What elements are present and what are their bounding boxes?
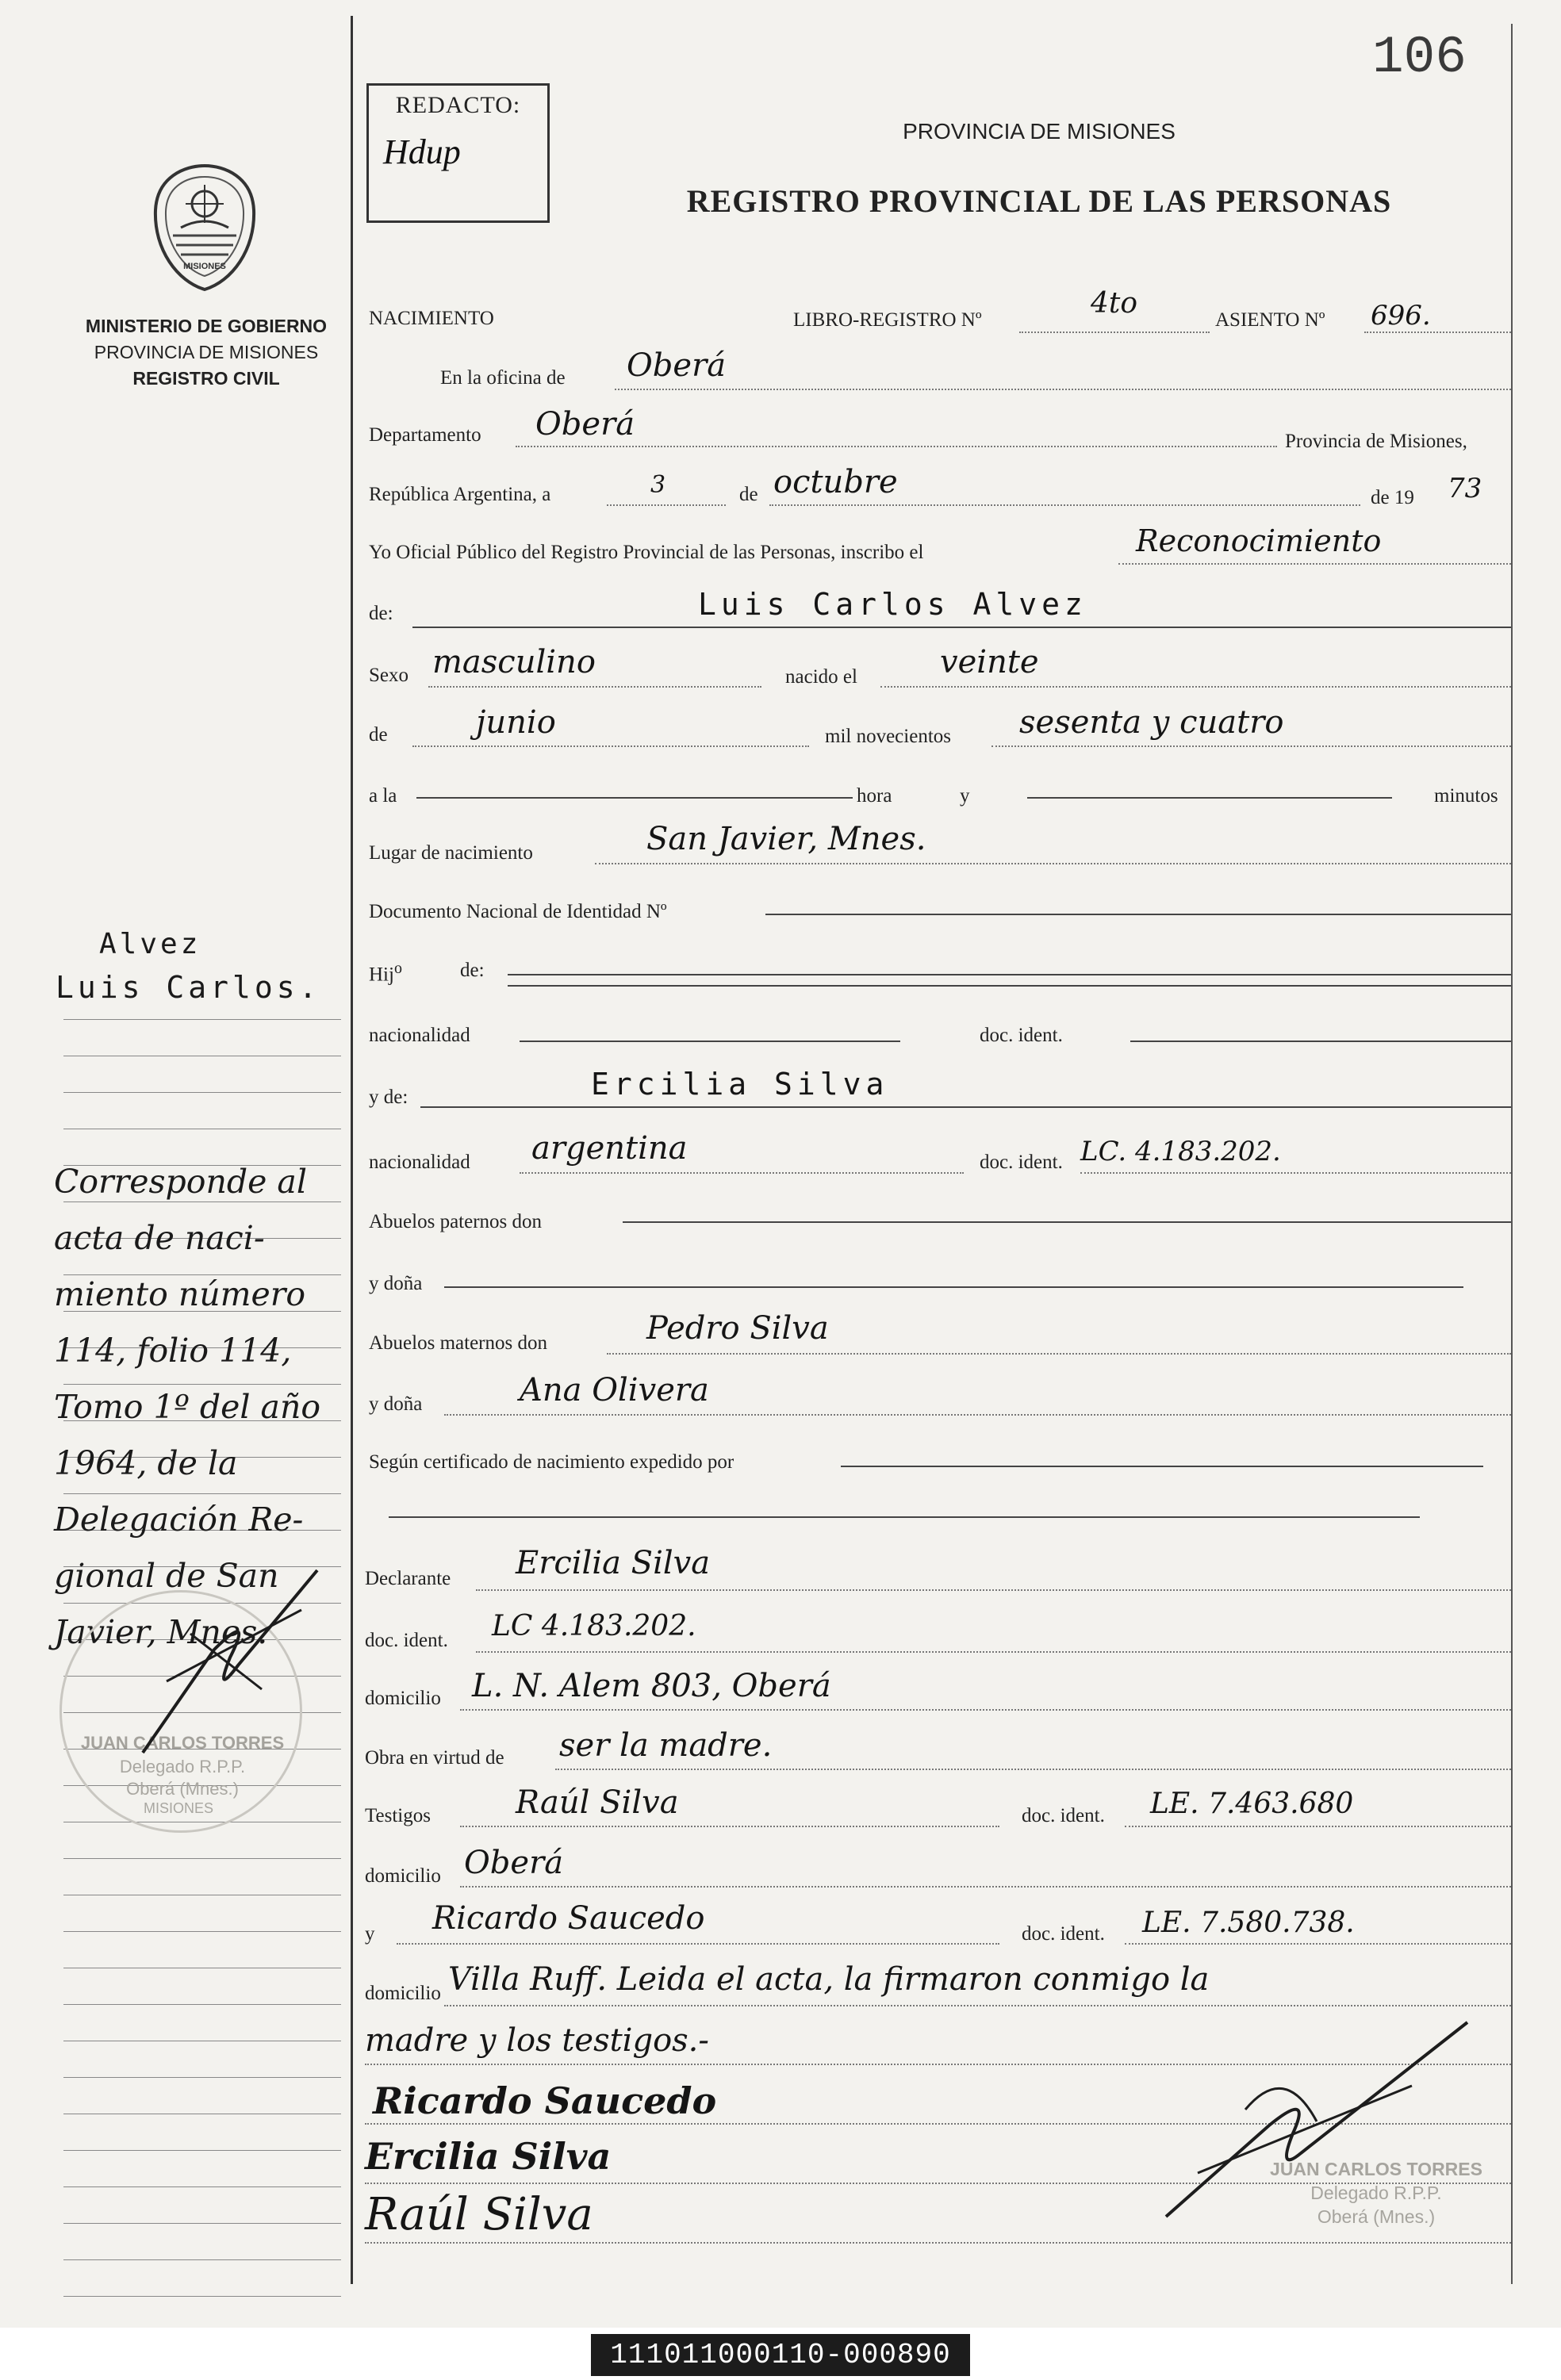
libro-value: 4to xyxy=(1091,287,1138,320)
declarante-doc-value: LC 4.183.202. xyxy=(492,1610,696,1642)
padre-doc-label: doc. ident. xyxy=(980,1025,1063,1046)
oficina-value: Oberá xyxy=(627,347,727,384)
testigo2-value: Ricardo Saucedo xyxy=(432,1900,705,1937)
oficina-label: En la oficina de xyxy=(440,367,566,389)
departamento-value: Oberá xyxy=(535,406,635,443)
nacido-mes-line xyxy=(412,745,809,747)
provincia-label: Provincia de Misiones, xyxy=(1285,431,1467,452)
segun-label: Según certificado de nacimiento expedido por xyxy=(369,1451,734,1473)
abuelo-materno-value: Pedro Silva xyxy=(646,1310,829,1347)
oficina-line xyxy=(615,389,1511,390)
signature-ercilia: Ercilia Silva xyxy=(365,2135,612,2178)
y-de-label: y de: xyxy=(369,1087,408,1108)
declarante-domicilio-line xyxy=(460,1709,1511,1711)
testigo2-domicilio-line xyxy=(444,2005,1511,2006)
stamp-right-name: JUAN CARLOS TORRES xyxy=(1270,2159,1482,2179)
madre-value: Ercilia Silva xyxy=(591,1067,889,1102)
acto-value: Reconocimiento xyxy=(1136,523,1382,558)
anio-value: 73 xyxy=(1448,473,1482,504)
departamento-label: Departamento xyxy=(369,424,481,446)
de-label: de: xyxy=(369,603,393,624)
margin-surname: Alvez xyxy=(99,928,201,960)
sexo-label: Sexo xyxy=(369,665,408,686)
testigo1-doc-value: LE. 7.463.680 xyxy=(1150,1788,1354,1820)
abuela-materna-line xyxy=(444,1414,1511,1416)
testigo1-doc-label: doc. ident. xyxy=(1022,1805,1105,1826)
de-mes-label: de xyxy=(369,724,388,745)
hijo-de-label: de: xyxy=(460,960,485,981)
abuelo-paterno-line xyxy=(623,1221,1511,1223)
mil-label: mil novecientos xyxy=(825,726,951,747)
stamp-right xyxy=(1229,2157,1523,2229)
asiento-label: ASIENTO Nº xyxy=(1215,309,1325,331)
testigo1-domicilio-line xyxy=(460,1886,1511,1888)
declarante-doc-line xyxy=(476,1651,1511,1653)
declarante-value: Ercilia Silva xyxy=(516,1545,711,1581)
declarante-line xyxy=(476,1589,1511,1591)
margin-annotation: Corresponde al acta de naci- miento número 114, folio 114, Tomo 1º del año 1964, de la Delegación Re- gional de San Javier, Mnes. xyxy=(54,1163,321,1651)
nacido-line xyxy=(880,686,1511,688)
padre-doc-line xyxy=(1130,1041,1511,1042)
obra-value: ser la madre. xyxy=(559,1727,773,1764)
closing-text: madre y los testigos.- xyxy=(365,2022,709,2059)
testigo1-domicilio-value: Oberá xyxy=(464,1845,564,1881)
nacido-dia-value: veinte xyxy=(940,644,1039,680)
dia-line xyxy=(607,504,726,506)
madre-doc-value: LC. 4.183.202. xyxy=(1080,1136,1281,1167)
nombre-value: Luis Carlos Alvez xyxy=(698,587,1087,622)
page-number: 106 xyxy=(1372,28,1467,87)
right-rule xyxy=(1511,24,1513,2284)
stamp-left-ring-text: MISIONES xyxy=(143,1800,213,1816)
declarante-label: Declarante xyxy=(365,1568,451,1589)
republica-label: República Argentina, a xyxy=(369,484,551,505)
signature-raul: Raúl Silva xyxy=(365,2189,593,2240)
margin-given-names: Luis Carlos. xyxy=(56,970,321,1005)
lugar-label: Lugar de nacimiento xyxy=(369,842,533,864)
padre-line xyxy=(508,974,1511,975)
mes-line xyxy=(769,504,1360,506)
declarante-doc-label: doc. ident. xyxy=(365,1630,448,1651)
record-type-label: NACIMIENTO xyxy=(369,308,494,329)
acto-line xyxy=(1118,563,1511,565)
signature-ricardo: Ricardo Saucedo xyxy=(373,2079,717,2122)
stamp-right-place: Oberá (Mnes.) xyxy=(1317,2206,1436,2227)
asiento-value: 696. xyxy=(1371,300,1431,332)
dia-value: 3 xyxy=(650,471,666,499)
office-caption xyxy=(63,313,349,392)
registry-office-label: REGISTRO CIVIL xyxy=(132,368,280,389)
margin-rule xyxy=(351,16,353,2284)
anio-label: de 19 xyxy=(1371,487,1414,508)
province-label: PROVINCIA DE MISIONES xyxy=(94,342,319,362)
lugar-value: San Javier, Mnes. xyxy=(646,821,926,857)
mes-value: octubre xyxy=(773,464,898,500)
hora-label: hora xyxy=(857,785,892,807)
madre-line xyxy=(420,1106,1511,1108)
madre-nacionalidad-value: argentina xyxy=(531,1130,688,1167)
testigo2-domicilio-label: domicilio xyxy=(365,1983,441,2004)
minutos-label: minutos xyxy=(1434,785,1498,807)
padre-nacionalidad-line xyxy=(520,1041,900,1042)
abuela-materna-label: y doña xyxy=(369,1393,423,1415)
madre-doc-line xyxy=(1080,1172,1511,1174)
testigos-label: Testigos xyxy=(365,1805,431,1826)
documento-line xyxy=(765,914,1511,915)
mes-prefix-label: de xyxy=(739,484,758,505)
redacto-initials: Hdup xyxy=(383,132,461,171)
testigo2-domicilio-value: Villa Ruff. Leida el acta, la firmaron conmigo la xyxy=(448,1961,1210,1998)
name-line xyxy=(412,627,1511,628)
madre-nacionalidad-label: nacionalidad xyxy=(369,1152,470,1173)
testigo2-prefix-label: y xyxy=(365,1923,375,1945)
libro-label: LIBRO-REGISTRO Nº xyxy=(793,309,982,331)
stamp-left-role: Delegado R.P.P. xyxy=(119,1757,246,1776)
testigo2-line xyxy=(397,1943,999,1945)
testigo1-value: Raúl Silva xyxy=(516,1784,679,1821)
stamp-right-role: Delegado R.P.P. xyxy=(1310,2183,1442,2203)
testigo2-doc-label: doc. ident. xyxy=(1022,1923,1105,1945)
madre-doc-label: doc. ident. xyxy=(980,1152,1063,1173)
footer-code: 111011000110-000890 xyxy=(591,2334,969,2376)
testigo1-doc-line xyxy=(1125,1826,1511,1827)
registry-heading: REGISTRO PROVINCIAL DE LAS PERSONAS xyxy=(686,183,1392,219)
sexo-line xyxy=(428,686,761,688)
madre-nacionalidad-line xyxy=(520,1172,964,1174)
lugar-line xyxy=(595,863,1511,864)
abuela-paterna-label: y doña xyxy=(369,1273,423,1294)
abuela-materna-value: Ana Olivera xyxy=(520,1372,709,1408)
footer-bar xyxy=(0,2328,1561,2380)
declarante-domicilio-value: L. N. Alem 803, Oberá xyxy=(472,1668,831,1704)
nacido-mes-value: junio xyxy=(476,704,556,741)
documento-label: Documento Nacional de Identidad Nº xyxy=(369,901,667,922)
hora-line xyxy=(416,797,853,799)
padre-nacionalidad-label: nacionalidad xyxy=(369,1025,470,1046)
province-heading: PROVINCIA DE MISIONES xyxy=(903,119,1176,144)
provincial-emblem-icon xyxy=(149,163,260,293)
redacto-label: REDACTO: xyxy=(395,92,521,118)
testigo2-doc-value: LE. 7.580.738. xyxy=(1142,1907,1355,1939)
obra-label: Obra en virtud de xyxy=(365,1747,504,1769)
sexo-value: masculino xyxy=(432,644,596,680)
testigo2-doc-line xyxy=(1125,1943,1511,1945)
y-label: y xyxy=(960,785,970,807)
asiento-line xyxy=(1364,332,1511,333)
ministry-label: MINISTERIO DE GOBIERNO xyxy=(85,316,328,336)
nacido-label: nacido el xyxy=(785,666,857,688)
testigo1-line xyxy=(460,1826,999,1827)
abuelos-maternos-label: Abuelos maternos don xyxy=(369,1332,547,1354)
abuelos-paternos-label: Abuelos paternos don xyxy=(369,1211,543,1232)
yo-oficial-label: Yo Oficial Público del Registro Provincial de las Personas, inscribo el xyxy=(369,542,924,563)
redacto-box xyxy=(366,83,550,223)
padre-line-2 xyxy=(508,985,1511,987)
segun-line-2 xyxy=(389,1516,1420,1518)
official-signature-left xyxy=(119,1562,341,1769)
segun-line xyxy=(841,1466,1483,1467)
a-la-label: a la xyxy=(369,785,397,807)
nacido-anio-line xyxy=(991,745,1511,747)
libro-line xyxy=(1019,332,1210,333)
nacido-anio-value: sesenta y cuatro xyxy=(1019,704,1284,741)
abuelo-materno-line xyxy=(607,1353,1511,1355)
emblem-text: MISIONES xyxy=(183,262,226,271)
declarante-domicilio-label: domicilio xyxy=(365,1688,441,1709)
hijo-label: Hij$^o$ xyxy=(369,960,402,986)
signature-line-3 xyxy=(365,2242,1511,2244)
obra-line xyxy=(555,1769,1511,1770)
minutos-line xyxy=(1027,797,1392,799)
abuela-paterna-line xyxy=(444,1286,1463,1288)
stamp-left-place: Oberá (Mnes.) xyxy=(126,1779,239,1799)
testigo1-domicilio-label: domicilio xyxy=(365,1865,441,1887)
stamp-left-name: JUAN CARLOS TORRES xyxy=(80,1733,285,1753)
departamento-line xyxy=(516,446,1277,447)
